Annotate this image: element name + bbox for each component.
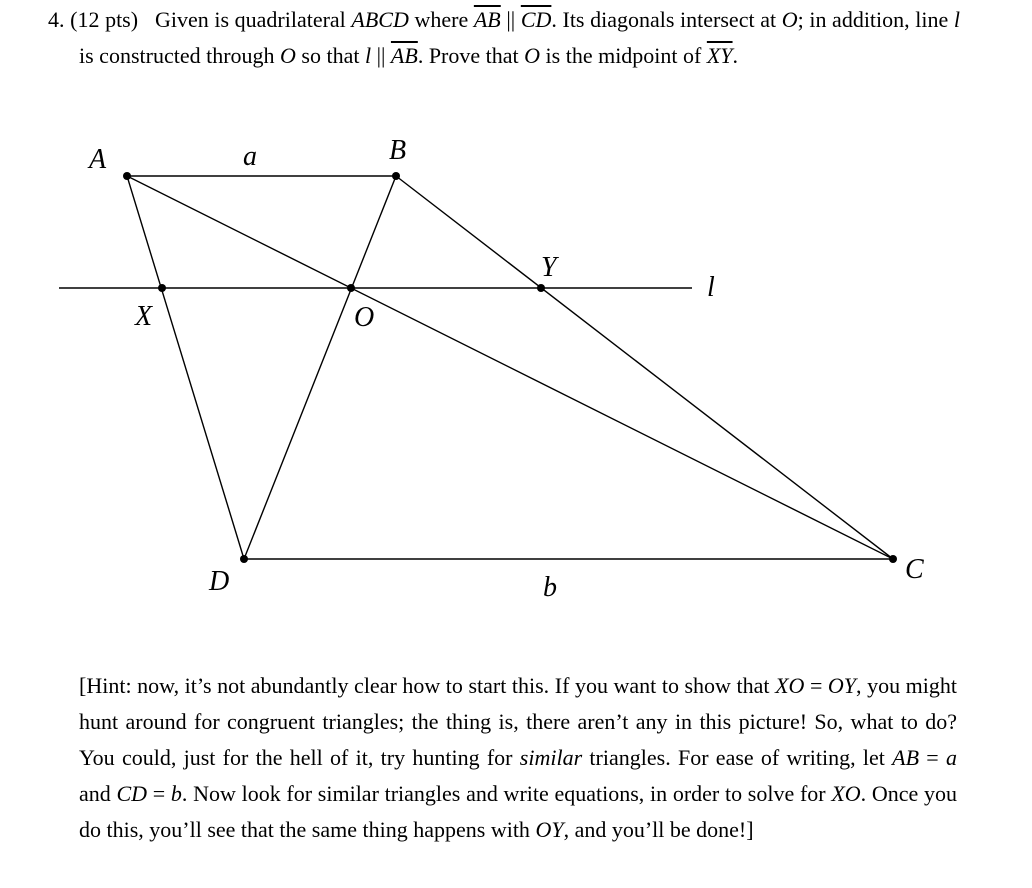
- diagonal-bd: [244, 176, 396, 559]
- math-term: a: [946, 745, 957, 770]
- text-run: . Prove that: [417, 43, 525, 68]
- label-o: O: [354, 302, 375, 333]
- text-run: , and you’ll be done!]: [563, 817, 754, 842]
- label-c: C: [905, 554, 924, 585]
- text-run: and: [79, 781, 117, 806]
- math-term: O: [524, 43, 541, 68]
- math-term: $\overline{AB}$: [473, 7, 501, 32]
- point-a: [123, 172, 131, 180]
- math-term: ABCD: [351, 7, 409, 32]
- problem-points: (12 pts): [70, 7, 139, 32]
- label-line-l: l: [707, 272, 715, 303]
- math-term: $\overline{CD}$: [520, 7, 552, 32]
- math-term: $\overline{XY}$: [706, 43, 733, 68]
- text-run: . Now look for similar triangles and write equations, in order to solve for: [181, 781, 832, 806]
- text-run: =: [919, 745, 946, 770]
- math-term: l: [953, 7, 961, 32]
- math-term: CD: [116, 781, 148, 806]
- math-term: $\overline{AB}$: [390, 43, 418, 68]
- text-run: =: [147, 781, 171, 806]
- label-side-a: a: [243, 141, 257, 172]
- text-run: . Its diagonals intersect at: [551, 7, 782, 32]
- hint-text: [79, 668, 957, 848]
- math-term: OY: [535, 817, 564, 842]
- diagonal-ac: [127, 176, 893, 559]
- label-side-b: b: [543, 572, 557, 603]
- math-term: AB: [892, 745, 920, 770]
- text-run: ; in addition, line: [797, 7, 954, 32]
- math-term: l: [364, 43, 372, 68]
- math-term: b: [170, 781, 182, 806]
- text-run: , you might hunt around for congruent triangles; the thing is, there aren’t any in this picture! So, what to do? You could, just for the hell of it, try hunting for: [79, 673, 957, 770]
- math-term: O: [781, 7, 798, 32]
- text-run: so that: [295, 43, 365, 68]
- math-term: similar: [519, 745, 583, 770]
- math-term: XO: [831, 781, 861, 806]
- label-d: D: [209, 566, 230, 597]
- text-run: Given is quadrilateral: [154, 7, 352, 32]
- point-y: [537, 284, 545, 292]
- text-run: ||: [500, 7, 521, 32]
- text-run: ||: [371, 43, 391, 68]
- text-run: . Once you do this, you’ll see that the same thing happens with: [79, 781, 957, 842]
- point-x: [158, 284, 166, 292]
- text-run: triangles. For ease of writing, let: [582, 745, 893, 770]
- point-b: [392, 172, 400, 180]
- side-bc: [396, 176, 893, 559]
- math-term: O: [280, 43, 296, 68]
- label-y: Y: [541, 252, 557, 283]
- problem-number: 4.: [48, 7, 65, 32]
- text-run: is the midpoint of: [540, 43, 707, 68]
- label-b: B: [389, 135, 407, 166]
- text-run: .: [732, 43, 739, 68]
- side-da: [127, 176, 244, 559]
- text-run: [Hint: now, it’s not abundantly clear how to start this. If you want to show that: [79, 673, 776, 698]
- point-d: [240, 555, 248, 563]
- label-x: X: [135, 301, 153, 332]
- point-o: [347, 284, 355, 292]
- point-c: [889, 555, 897, 563]
- text-run: =: [804, 673, 828, 698]
- text-run: where: [408, 7, 474, 32]
- label-a: A: [89, 144, 107, 175]
- math-term: OY: [827, 673, 857, 698]
- math-term: XO: [775, 673, 805, 698]
- text-run: is constructed through: [79, 43, 281, 68]
